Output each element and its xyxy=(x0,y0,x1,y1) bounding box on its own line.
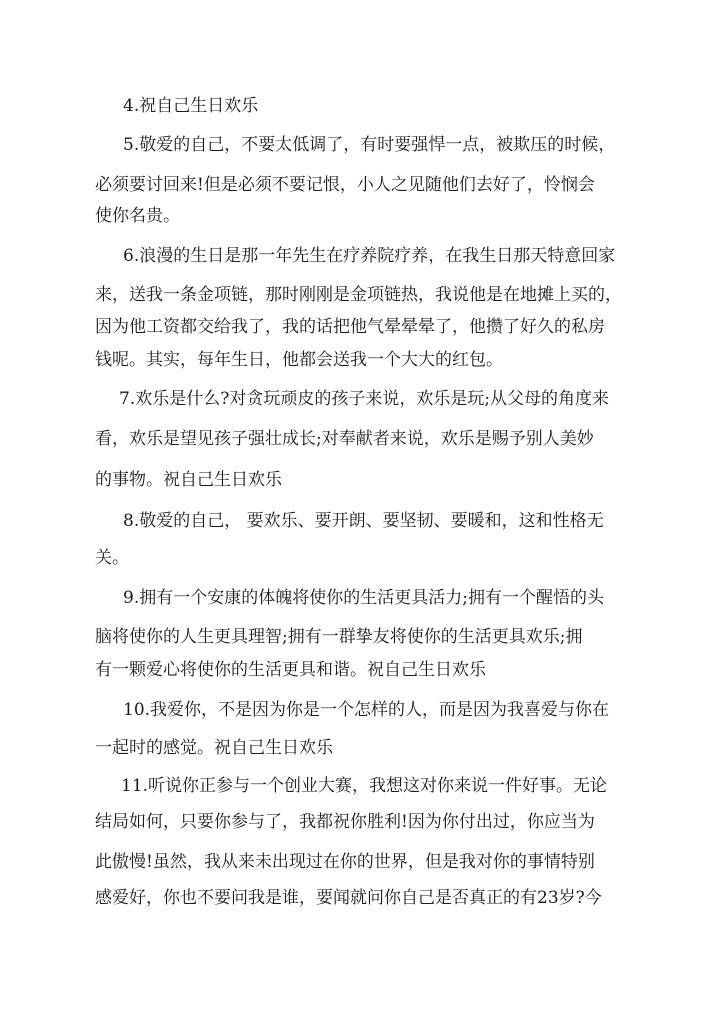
text-line: 10.我爱你，不是因为你是一个怎样的人，而是因为我喜爱与你在 xyxy=(123,700,610,720)
text-line: 使你名贵。 xyxy=(95,206,180,226)
text-line: 感爱好，你也不要问我是谁，要闻就问你自己是否真正的有23岁?今 xyxy=(95,888,602,908)
text-line: 来，送我一条金项链，那时刚刚是金项链热，我说他是在地摊上买的， xyxy=(95,285,622,305)
text-line: 因为他工资都交给我了，我的话把他气晕晕晕了，他攒了好久的私房 xyxy=(95,317,605,337)
text-line: 4.祝自己生日欢乐 xyxy=(123,96,259,116)
text-line: 关。 xyxy=(95,548,129,568)
text-line: 8.敬爱的自己， 要欢乐、要开朗、要坚韧、要暖和，这和性格无 xyxy=(123,511,604,531)
text-line: 5.敬爱的自己，不要太低调了，有时要强悍一点，被欺压的时候， xyxy=(123,135,616,155)
text-line: 7.欢乐是什么?对贪玩顽皮的孩子来说，欢乐是玩;从父母的角度来 xyxy=(119,389,610,409)
text-line: 结局如何，只要你参与了，我都祝你胜利!因为你付出过，你应当为 xyxy=(95,812,595,832)
text-line: 的事物。祝自己生日欢乐 xyxy=(95,470,282,490)
text-line: 6.浪漫的生日是那一年先生在疗养院疗养，在我生日那天特意回家 xyxy=(123,246,616,266)
text-line: 钱呢。其实，每年生日，他都会送我一个大大的红包。 xyxy=(95,350,503,370)
text-line: 看，欢乐是望见孩子强壮成长;对奉献者来说，欢乐是赐予别人美妙 xyxy=(95,429,594,449)
text-line: 此傲慢!虽然，我从来未出现过在你的世界，但是我对你的事情特别 xyxy=(95,852,595,872)
text-line: 必须要讨回来!但是必须不要记恨，小人之见随他们去好了，怜悯会 xyxy=(95,175,595,195)
text-line: 有一颗爱心将使你的生活更具和谐。祝自己生日欢乐 xyxy=(95,660,486,680)
text-line: 11.听说你正参与一个创业大赛，我想这对你来说一件好事。无论 xyxy=(121,776,608,796)
text-line: 一起时的感觉。祝自己生日欢乐 xyxy=(95,738,333,758)
text-line: 脑将使你的人生更具理智;拥有一群挚友将使你的生活更具欢乐;拥 xyxy=(95,627,583,647)
text-line: 9.拥有一个安康的体魄将使你的生活更具活力;拥有一个醒悟的头 xyxy=(123,588,604,608)
